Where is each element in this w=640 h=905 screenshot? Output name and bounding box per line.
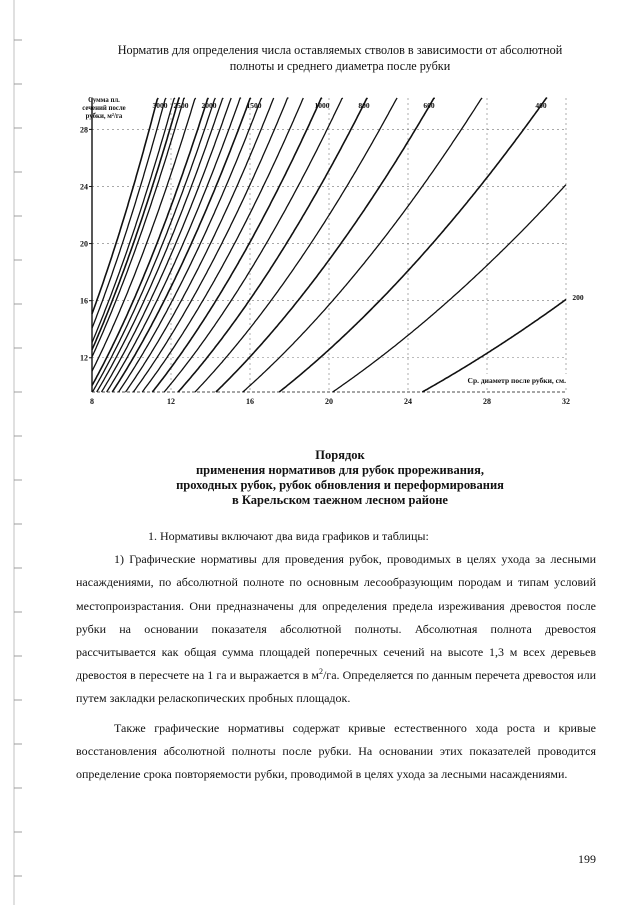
curve-label-2500: 2500 <box>173 101 189 110</box>
curve-2600 <box>92 98 175 343</box>
y-tick-label: 12 <box>80 353 88 363</box>
curve-label-600: 600 <box>423 101 435 110</box>
x-tick-label: 28 <box>483 397 491 406</box>
paragraph-3: Также графические нормативы содержат кривые естественного хода роста и кривые восстановления абсолютной полноты после рубки. На основании этих показателей проводится определение срока повторяемости рубки, проводимой в целях ухода за лесными насаждениями. <box>76 720 596 782</box>
y-axis-label-line: Сумма пл. <box>88 97 120 104</box>
y-tick-label: 20 <box>80 239 88 249</box>
curve-2800 <box>92 98 166 328</box>
heading-line-1: Порядок <box>315 448 365 462</box>
curve-500 <box>243 98 482 392</box>
paragraph-2-text-b: /га. Определяется по данным перечета древостоя или путем закладки реласкопических пробных площадок. <box>76 668 596 706</box>
curve-label-200: 200 <box>572 293 584 302</box>
curve-300 <box>333 185 566 392</box>
y-tick-label: 24 <box>80 182 88 192</box>
curve-3000 <box>92 98 158 314</box>
x-tick-label: 20 <box>325 397 333 406</box>
x-tick-label: 24 <box>404 397 412 406</box>
figure-title-line-2: полноты и среднего диаметра после рубки <box>229 59 451 73</box>
figure-title-line-1: Норматив для определения числа оставляемых стволов в зависимости от абсолютной <box>117 43 563 57</box>
curve-label-2000: 2000 <box>201 101 217 110</box>
curve-label-3000: 3000 <box>152 101 168 110</box>
paragraph-2-superscript: 2 <box>318 667 323 677</box>
y-tick-label: 28 <box>80 125 88 135</box>
diameter-basal-area-chart <box>0 0 640 420</box>
curve-700 <box>195 98 397 392</box>
body-text <box>76 525 596 786</box>
curve-label-800: 800 <box>358 101 370 110</box>
x-tick-label: 8 <box>90 397 94 406</box>
curve-1000 <box>152 98 322 392</box>
paragraph-2-text-a: 1) Графические нормативы для проведения рубок, проводимых в целях ухода за лесными насаждениями, по абсолютной полноте по основным лесообразующим породам и типам условий местопроизрастания. Они предназначены для определения предела изреживания древостоя после рубки на основании показателя абсолютной полноты. Абсолютная полнота древостоя рассчитывается как общая сумма площадей поперечных сечений на высоте 1,3 м всех деревьев древостоя в пересчете на 1 га и выражается в м <box>76 552 596 683</box>
x-axis-label: Ср. диаметр после рубки, см. <box>467 376 566 385</box>
y-tick-label: 16 <box>80 296 88 306</box>
curve-label-400: 400 <box>535 101 547 110</box>
x-tick-label: 16 <box>246 397 254 406</box>
page-number: 199 <box>578 852 596 866</box>
x-tick-label: 32 <box>562 397 570 406</box>
section-heading <box>60 448 620 508</box>
curve-label-1500: 1500 <box>246 101 262 110</box>
paragraph-1: 1. Нормативы включают два вида графиков и таблицы: <box>148 529 429 543</box>
curve-400 <box>279 98 547 392</box>
heading-line-4: в Карельском таежном лесном районе <box>232 493 448 507</box>
heading-line-2: применения нормативов для рубок прореживания, <box>195 463 485 477</box>
heading-line-3: проходных рубок, рубок обновления и переформирования <box>176 478 504 492</box>
x-tick-label: 12 <box>167 397 175 406</box>
curve-label-1000: 1000 <box>314 101 330 110</box>
curve-2000 <box>92 98 209 386</box>
paragraph-2 <box>76 548 596 710</box>
y-axis-label-line: сечений после <box>82 105 126 112</box>
y-axis-label-line: рубки, м²/га <box>85 113 123 120</box>
